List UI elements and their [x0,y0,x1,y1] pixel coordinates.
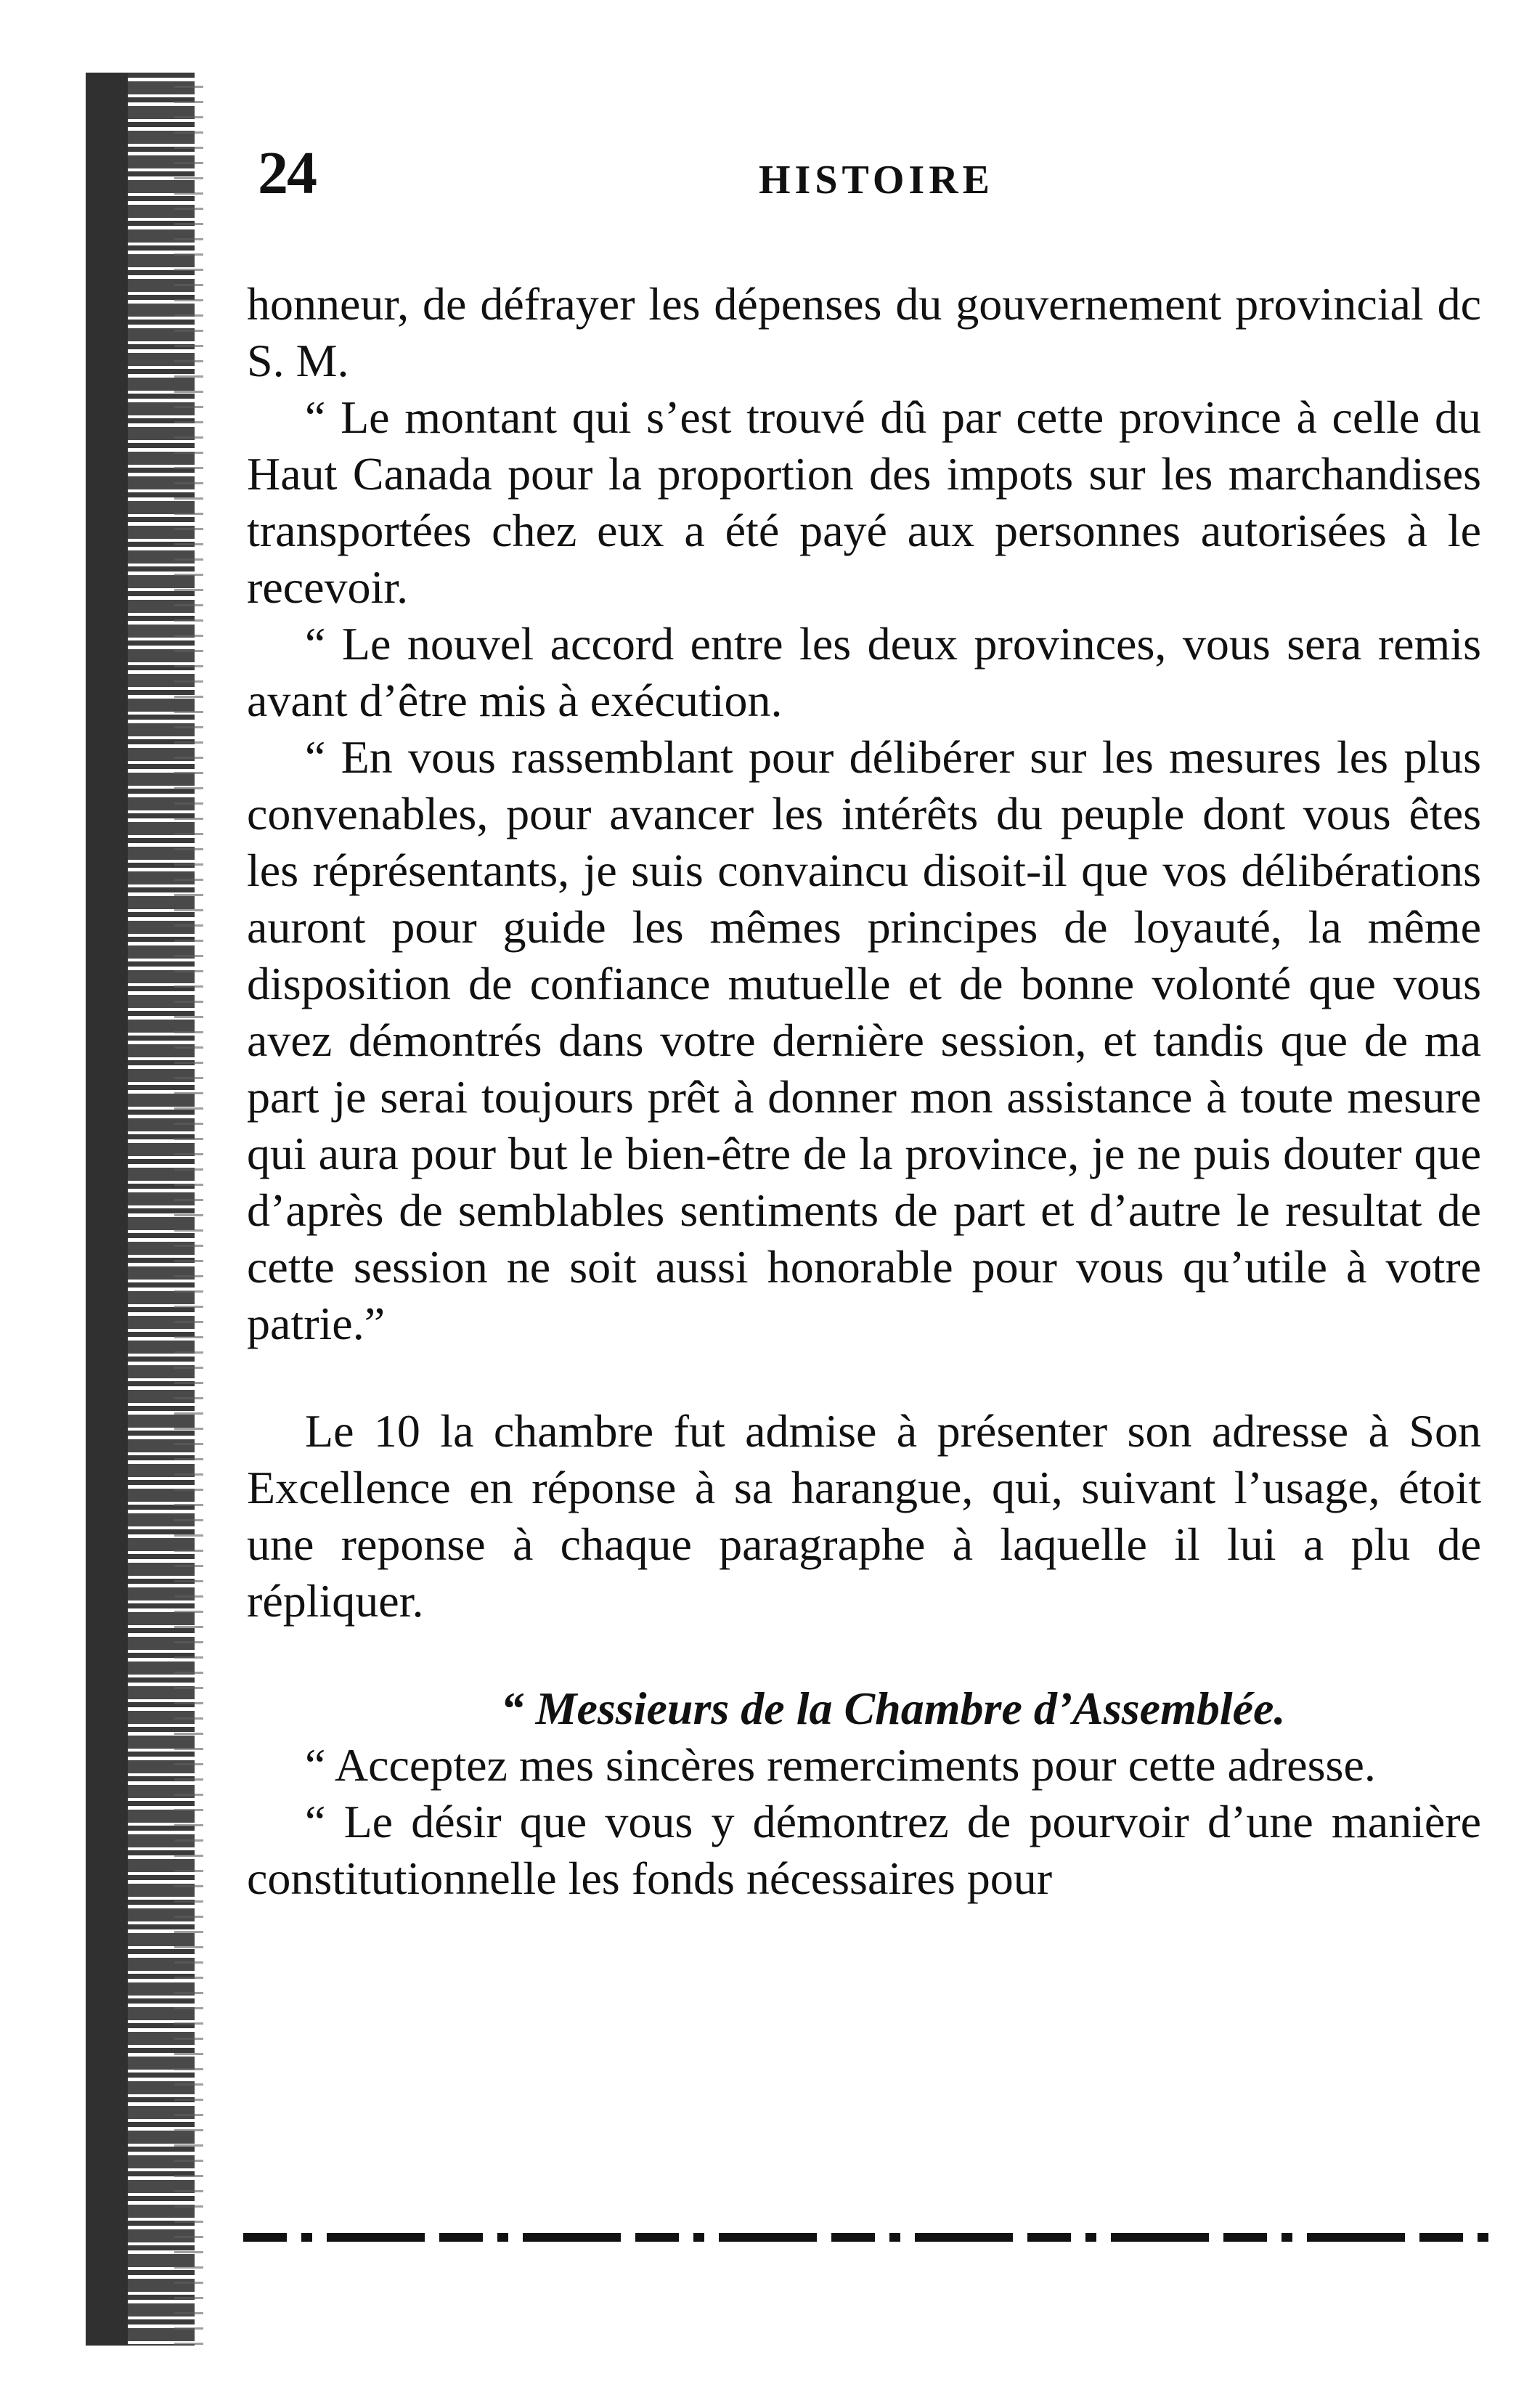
address-heading: “ Messieurs de la Chambre d’Assemblée. [500,1683,1286,1734]
running-head [250,138,1485,211]
paragraph-chambre-admise: Le 10 la chambre fut admise à présenter son adresse à Son Excellence en réponse à sa harangue, qui, suivant l’usage, étoit une reponse à chaque paragraphe à laquelle il lui a plu de répliquer. [247,1405,1481,1627]
page-number: 24 [258,139,316,207]
binding-edge [86,73,195,2346]
paragraph-rassemblant: “ En vous rassemblant pour délibérer sur les mesures les plus convenables, pour avancer les intérêts du peuple dont vous êtes les réprésentants, je suis convaincu disoit-il que vos délibérations auront pour guide les mêmes principes de loyauté, la même disposition de confiance mutuelle et de bonne volonté que vous avez démontrés dans votre dernière session, et tandis que de ma part je serai toujours prêt à donner mon assistance à toute mesure qui aura pour but le bien-être de la province, je ne puis douter que d’après de semblables sentiments de part et d’autre le resultat de cette session ne soit aussi honorable pour vous qu’utile à votre patrie.” [247,731,1481,1349]
text-block [247,276,1481,1907]
spacer [247,1630,1481,1680]
paragraph-acceptez: “ Acceptez mes sincères remerciments pour cette adresse. [305,1739,1376,1791]
footer-rule [243,2233,1499,2242]
paragraph-desir: “ Le désir que vous y démontrez de pourvoir d’une manière constitutionnelle les fonds nécessaires pour [247,1796,1481,1904]
paragraph-montant: “ Le montant qui s’est trouvé dû par cette province à celle du Haut Canada pour la proportion des impots sur les marchandises transportées chez eux a été payé aux personnes autorisées à le recevoir. [247,391,1481,613]
running-title: HISTOIRE [759,158,994,203]
spacer [247,1352,1481,1403]
paragraph-accord: “ Le nouvel accord entre les deux provinces, vous sera remis avant d’être mis à exécution. [247,618,1481,726]
paragraph-continuation: honneur, de défrayer les dépenses du gouvernement provincial dc S. M. [247,278,1481,386]
